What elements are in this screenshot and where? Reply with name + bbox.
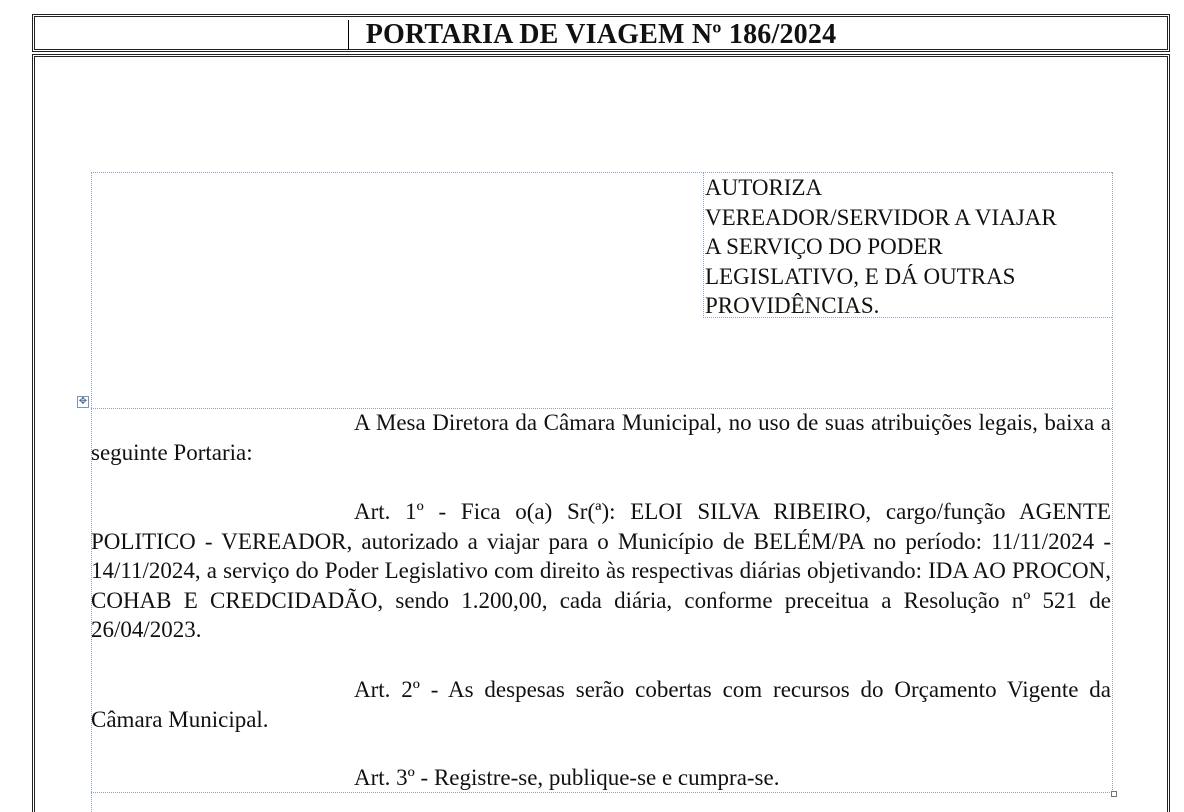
document-title: PORTARIA DE VIAGEM Nº 186/2024 <box>365 19 837 50</box>
document-title-box <box>32 14 1170 52</box>
table-move-handle-icon[interactable]: ✥ <box>78 396 88 407</box>
article-3-paragraph: Art. 3º - Registre-se, publique-se e cumpra-se. <box>354 765 780 790</box>
table-gridline-right <box>1112 172 1113 794</box>
article-2-paragraph: Art. 2º - As despesas serão cobertas com recursos do Orçamento Vigente da Câmara Municipal. <box>91 677 1111 732</box>
table-resize-handle-icon[interactable] <box>1111 791 1117 797</box>
article-1-paragraph: Art. 1º - Fica o(a) Sr(ª): ELOI SILVA RIBEIRO, cargo/função AGENTE POLITICO - VEREADOR, autorizado a viajar para o Município de BELÉM/PA no período: 11/11/2024 - 14/11/2024, a serviço do Poder Legislativo com direito às respectivas diárias objetivando: IDA AO PROCON, COHAB E CREDCIDADÃO, sendo 1.200,00, cada diária, conforme preceitua a Resolução nº 521 de 26/04/2023. <box>91 499 1111 643</box>
text-cursor <box>348 20 349 50</box>
preamble-paragraph: A Mesa Diretora da Câmara Municipal, no uso de suas atribuições legais, baixa a seguinte Portaria: <box>91 410 1111 465</box>
ementa-text: AUTORIZA VEREADOR/SERVIDOR A VIAJAR A SERVIÇO DO PODER LEGISLATIVO, E DÁ OUTRAS PROVIDÊNCIAS. <box>705 175 1057 319</box>
